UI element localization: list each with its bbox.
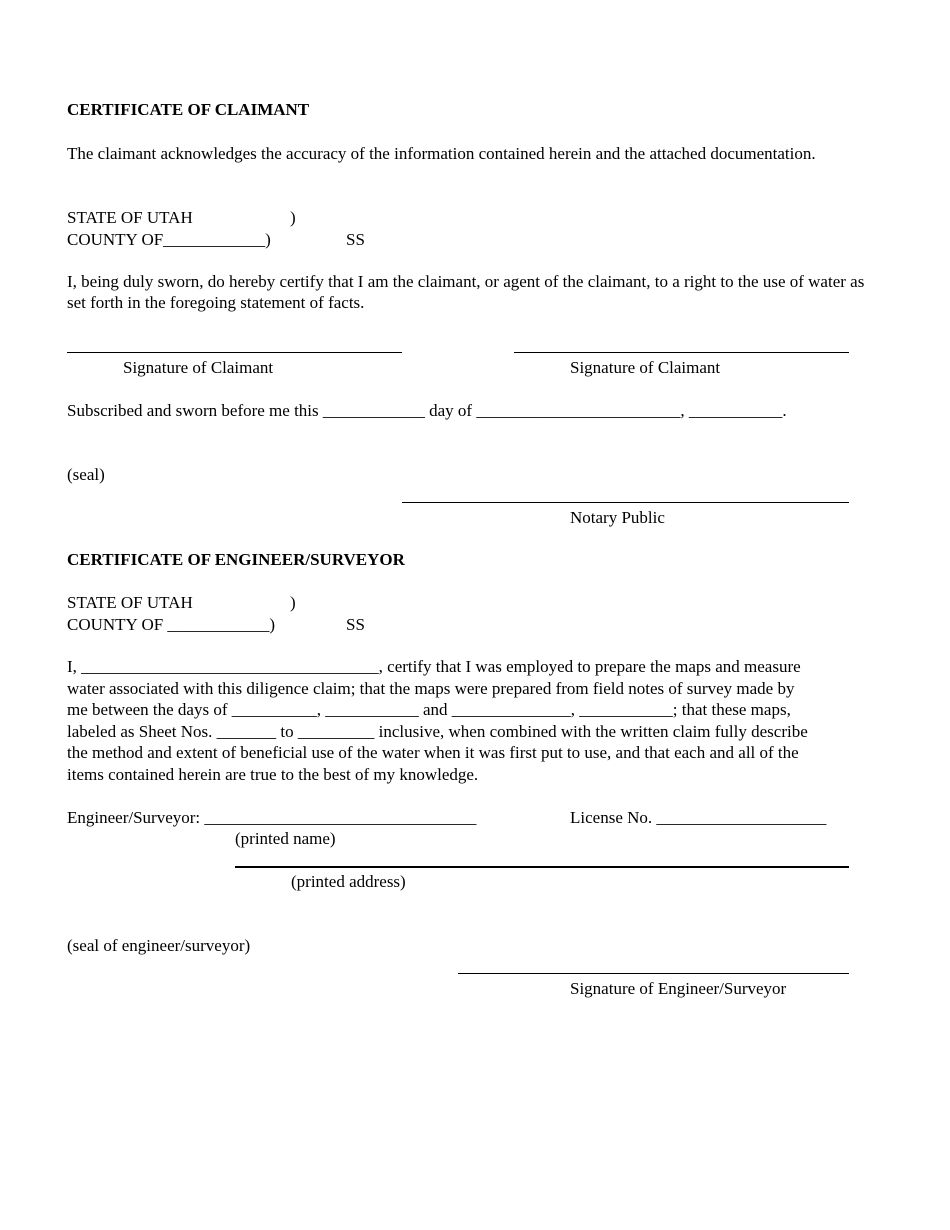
claimant-venue-state: STATE OF UTAH [67,208,193,227]
claimant-signature-label-2: Signature of Claimant [570,358,721,377]
claimant-venue-ss: SS [346,230,365,249]
engineer-address-line [235,866,849,868]
claimant-seal: (seal) [67,465,105,484]
engineer-signature-line [458,973,849,974]
engineer-printed-name-label: (printed name) [235,829,336,848]
engineer-certification-line-1: I, ___________________________________, certify that I was employed to prepare the maps and measure [67,657,801,676]
engineer-venue-county: COUNTY OF ____________) [67,615,276,634]
engineer-license-field: License No. ____________________ [570,808,827,827]
claimant-signature-line-2 [514,352,849,353]
notary-signature-line [402,502,849,503]
engineer-certification-line-2: water associated with this diligence claim; that the maps were prepared from field notes of survey made by [67,679,795,698]
claimant-signature-line-1 [67,352,402,353]
engineer-name-field: Engineer/Surveyor: ________________________________ [67,808,477,827]
engineer-certification-line-6: items contained herein are true to the best of my knowledge. [67,765,479,784]
engineer-venue-paren: ) [290,593,296,612]
engineer-heading: CERTIFICATE OF ENGINEER/SURVEYOR [67,550,405,569]
engineer-venue-state: STATE OF UTAH [67,593,193,612]
engineer-seal: (seal of engineer/surveyor) [67,936,251,955]
claimant-venue-paren: ) [290,208,296,227]
engineer-certification-line-5: the method and extent of beneficial use of the water when it was first put to use, and that each and all of the [67,743,799,762]
engineer-venue-ss: SS [346,615,365,634]
engineer-signature-label: Signature of Engineer/Surveyor [570,979,787,998]
claimant-venue-county: COUNTY OF____________) [67,230,271,249]
claimant-oath: I, being duly sworn, do hereby certify that I am the claimant, or agent of the claimant, to a right to the use of water as set forth in the foregoing statement of facts. [67,272,865,312]
claimant-signature-label-1: Signature of Claimant [123,358,274,377]
notary-label: Notary Public [570,508,665,527]
engineer-certification-line-4: labeled as Sheet Nos. _______ to _________ inclusive, when combined with the written claim fully describe [67,722,808,741]
engineer-certification-line-3: me between the days of __________, ___________ and ______________, ___________; that these maps, [67,700,791,719]
engineer-printed-address-label: (printed address) [291,872,406,891]
claimant-subscribed: Subscribed and sworn before me this ____________ day of ________________________, ___________. [67,401,787,420]
claimant-heading: CERTIFICATE OF CLAIMANT [67,100,310,119]
claimant-intro: The claimant acknowledges the accuracy of the information contained herein and the attached documentation. [67,144,816,163]
